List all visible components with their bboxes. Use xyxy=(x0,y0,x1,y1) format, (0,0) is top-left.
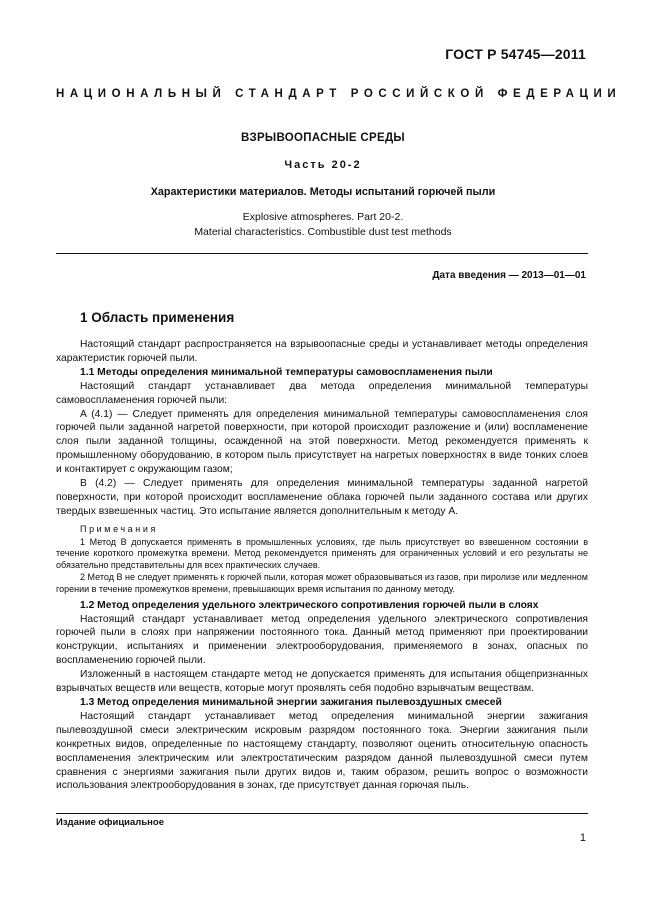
paragraph: Изложенный в настоящем стандарте метод не допускается применять для испытания общепризнанных взрывчатых веществ или веществ, которые могут проявлять себя подобно взрывчатым веществам. xyxy=(56,669,588,695)
note: 2 Метод B не следует применять к горючей пыли, которая может образовываться из газов, при пиролизе или медленном горении в течение промежутков времени, превышающих время испытания по данному методу. xyxy=(56,572,588,594)
paragraph: Настоящий стандарт устанавливает метод определения минимальной энергии зажигания пылевоздушной смеси электрическим искровым разрядом постоянного тока. Энергии зажигания пыли конкретных видов, определенные по настоящему стандарту, позволяют оценить относительную опасность воспламенения электрическим или электростатическим разрядом данной пылевоздушной смеси путем сравнения с энергиями зажигания пыли других видов и, таким образом, решить вопрос о возможности использования электрооборудования в зонах, где присутствует данная горючая пыль. xyxy=(56,710,588,792)
english-title-line-1: Explosive atmospheres. Part 20-2. xyxy=(242,211,404,223)
footer-divider xyxy=(56,813,588,814)
paragraph: B (4.2) — Следует применять для определения минимальной температуры заданной нагретой поверхности, при которой происходит воспламенение облака горючей пыли заданного состава или других твердых взвешенных частиц. Это испытание является дополнительным к методу A. xyxy=(56,478,588,517)
english-title-line-2: Material characteristics. Combustible dust test methods xyxy=(194,226,452,238)
notes-heading: Примечания xyxy=(80,523,158,534)
section-body xyxy=(56,338,588,793)
note: 1 Метод B допускается применять в промышленных условиях, где пыль присутствует во взвешенном состоянии в течение короткого промежутка времени. Метод рекомендуется применять для ограниченных условий и его результаты не обязательно представительны для всех практических случаев. xyxy=(56,536,588,571)
edition-label: Издание официальное xyxy=(56,817,164,828)
document-subtitle: Характеристики материалов. Методы испытаний горючей пыли xyxy=(150,186,496,198)
page-number: 1 xyxy=(579,832,586,844)
subsection-heading: 1.3 Метод определения минимальной энергии зажигания пылевоздушных смесей xyxy=(80,697,502,709)
document-code: ГОСТ Р 54745—2011 xyxy=(445,46,586,62)
introduction-date: Дата введения — 2013—01—01 xyxy=(432,270,586,281)
section-heading: 1 Область применения xyxy=(80,310,235,325)
paragraph: Настоящий стандарт устанавливает два метода определения минимальной температуры самовоспламенения горючей пыли: xyxy=(56,380,588,406)
subsection-heading: 1.2 Метод определения удельного электрического сопротивления горючей пыли в слоях xyxy=(80,599,539,611)
subsection-heading: 1.1 Методы определения минимальной температуры самовоспламенения пыли xyxy=(80,366,493,378)
part-label: Часть 20-2 xyxy=(284,159,362,171)
paragraph: Настоящий стандарт устанавливает метод определения удельного электрического сопротивления горючей пыли в слоях при напряжении постоянного тока. Данный метод применяют при проектировании конструкции, испытаниях и применении электрооборудования, применяемого в зонах, опасных по воспламенению горючей пыли. xyxy=(56,613,588,667)
paragraph: A (4.1) — Следует применять для определения минимальной температуры самовоспламенения слоя горючей пыли заданной нагретой поверхности, при которой происходит разложение и (или) воспламенение слоя пыли заданной толщины, осажденной на этой поверхности. Метод рекомендуется применять к промышленному оборудованию, в котором пыль присутствует на нагретых поверхностях в виде тонких слоев и контактирует с окружающим газом; xyxy=(56,408,588,476)
national-standard-heading: НАЦИОНАЛЬНЫЙ СТАНДАРТ РОССИЙСКОЙ ФЕДЕРАЦИИ xyxy=(56,88,622,100)
document-title: ВЗРЫВООПАСНЫЕ СРЕДЫ xyxy=(240,132,405,144)
header-divider xyxy=(56,253,588,254)
paragraph: Настоящий стандарт распространяется на взрывоопасные среды и устанавливает методы определения характеристик горючей пыли. xyxy=(56,339,588,364)
